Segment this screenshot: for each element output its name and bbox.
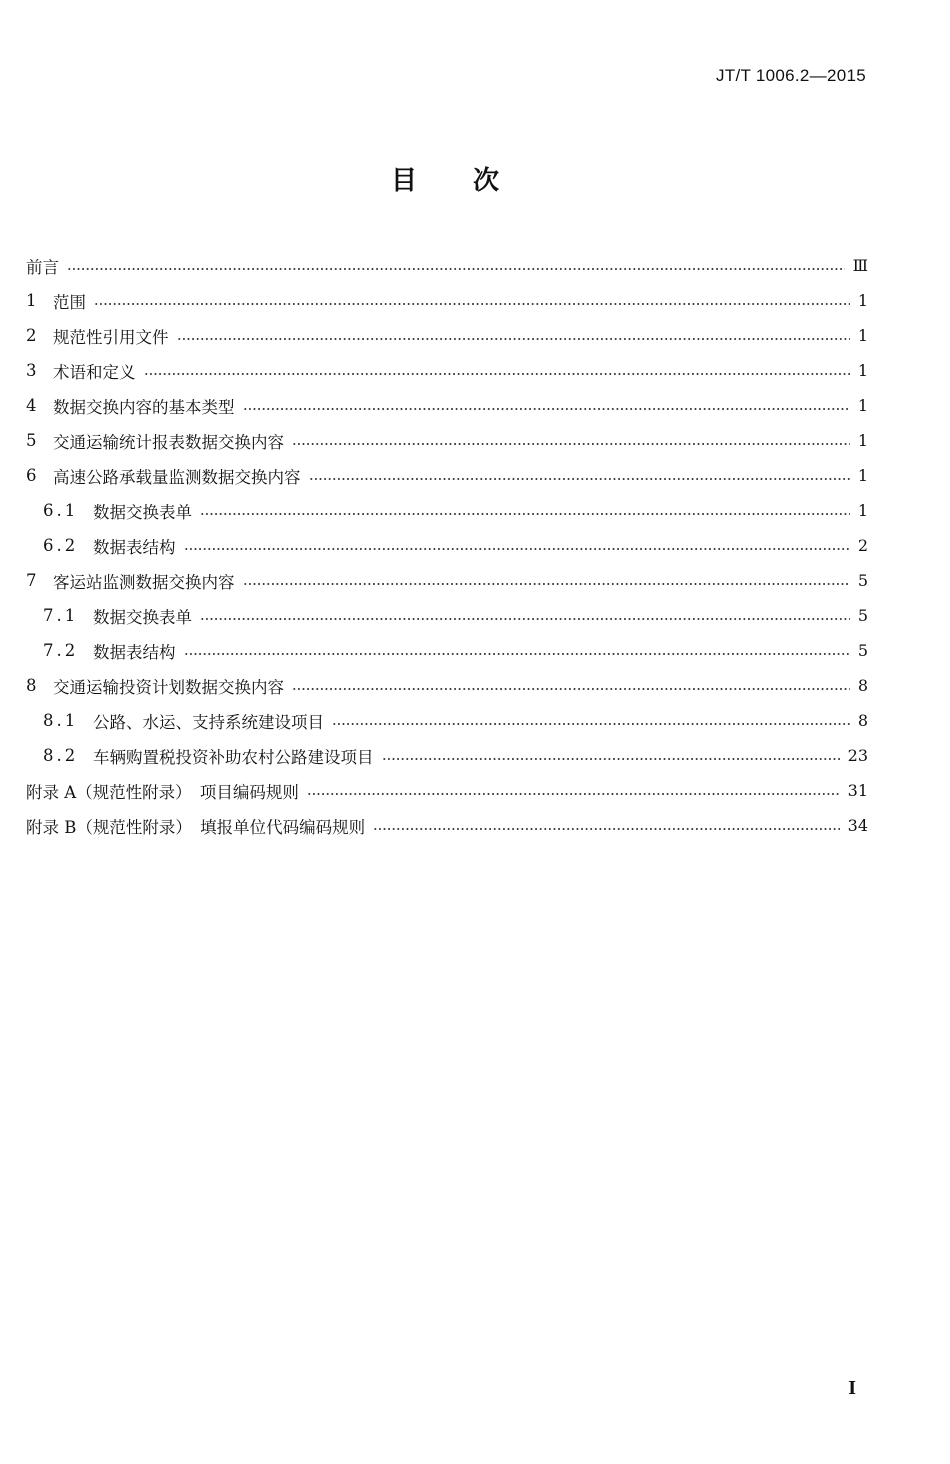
toc-entry-page: 1	[857, 501, 868, 520]
toc-entry-page: 5	[857, 641, 868, 660]
toc-entry-number: 8.2	[43, 746, 79, 765]
dot-leader	[184, 653, 850, 655]
dot-leader	[184, 548, 850, 550]
toc-entry-number: 7	[26, 571, 37, 590]
dot-leader	[200, 618, 850, 620]
toc-entry[interactable]	[26, 598, 868, 633]
toc-entry-page: 1	[857, 431, 868, 450]
dot-leader	[243, 583, 850, 585]
toc-entry-page: Ⅲ	[852, 256, 868, 275]
toc-entry-number: 7.1	[43, 606, 79, 625]
toc-entry-label: 前言	[26, 257, 59, 277]
dot-leader	[177, 338, 850, 340]
page-number: I	[848, 1377, 856, 1399]
toc-entry-number: 6.2	[43, 536, 79, 555]
dot-leader	[243, 408, 850, 410]
dot-leader	[307, 793, 840, 795]
toc-entry-label: 数据交换表单	[93, 607, 192, 627]
toc-entry-page: 1	[857, 466, 868, 485]
toc-entry-page: 5	[857, 571, 868, 590]
toc-entry[interactable]	[26, 423, 868, 458]
toc-entry[interactable]	[26, 388, 868, 423]
toc-entry[interactable]	[26, 528, 868, 563]
toc-entry-page: 1	[857, 326, 868, 345]
toc-entry-number: 1	[26, 291, 37, 310]
toc-entry[interactable]	[26, 283, 868, 318]
dot-leader	[309, 478, 850, 480]
toc-entry-page: 1	[857, 361, 868, 380]
toc-entry[interactable]	[26, 458, 868, 493]
toc-entry[interactable]	[26, 808, 868, 843]
toc-entry-page: 31	[847, 781, 868, 800]
toc-entry-page: 34	[847, 816, 868, 835]
toc-entry-page: 1	[857, 291, 868, 310]
toc-entry-number: 8.1	[43, 711, 79, 730]
toc-entry[interactable]	[26, 493, 868, 528]
toc-entry-label: 车辆购置税投资补助农村公路建设项目	[93, 747, 374, 767]
toc-entry-page: 5	[857, 606, 868, 625]
toc-entry-label: 公路、水运、支持系统建设项目	[93, 712, 324, 732]
toc-entry-number: 5	[26, 431, 37, 450]
toc-entry-label: 数据表结构	[93, 537, 176, 557]
dot-leader	[200, 513, 850, 515]
toc-entry[interactable]	[26, 633, 868, 668]
table-of-contents	[26, 248, 868, 843]
toc-entry[interactable]	[26, 668, 868, 703]
page-title: 目次	[390, 166, 555, 196]
toc-entry-label: 附录 A（规范性附录） 项目编码规则	[26, 782, 299, 802]
toc-entry-page: 8	[857, 711, 868, 730]
toc-entry[interactable]	[26, 703, 868, 738]
toc-entry[interactable]	[26, 563, 868, 598]
toc-entry-page: 23	[847, 746, 868, 765]
toc-entry-number: 8	[26, 676, 37, 695]
toc-entry-number: 4	[26, 396, 37, 415]
standard-code: JT/T 1006.2—2015	[715, 66, 866, 85]
dot-leader	[144, 373, 850, 375]
toc-entry[interactable]	[26, 738, 868, 773]
toc-entry-number: 6.1	[43, 501, 79, 520]
toc-entry-label: 附录 B（规范性附录） 填报单位代码编码规则	[26, 817, 366, 837]
dot-leader	[292, 443, 850, 445]
toc-entry-number: 3	[26, 361, 37, 380]
toc-entry[interactable]	[26, 353, 868, 388]
toc-entry-label: 数据交换内容的基本类型	[53, 397, 235, 417]
toc-entry[interactable]	[26, 248, 868, 283]
toc-entry-page: 8	[857, 676, 868, 695]
toc-entry-label: 交通运输投资计划数据交换内容	[53, 677, 284, 697]
dot-leader	[67, 268, 845, 270]
toc-entry-label: 高速公路承载量监测数据交换内容	[53, 467, 301, 487]
toc-entry-number: 7.2	[43, 641, 79, 660]
toc-entry-label: 范围	[53, 292, 86, 312]
dot-leader	[94, 303, 850, 305]
dot-leader	[373, 828, 840, 830]
toc-entry-label: 规范性引用文件	[53, 327, 169, 347]
dot-leader	[332, 723, 850, 725]
toc-entry-number: 6	[26, 466, 37, 485]
dot-leader	[382, 758, 840, 760]
toc-entry[interactable]	[26, 318, 868, 353]
toc-entry-page: 1	[857, 396, 868, 415]
toc-entry-label: 客运站监测数据交换内容	[53, 572, 235, 592]
toc-entry-label: 数据交换表单	[93, 502, 192, 522]
toc-entry-page: 2	[857, 536, 868, 555]
toc-entry[interactable]	[26, 773, 868, 808]
toc-entry-number: 2	[26, 326, 37, 345]
toc-entry-label: 交通运输统计报表数据交换内容	[53, 432, 284, 452]
toc-entry-label: 数据表结构	[93, 642, 176, 662]
dot-leader	[292, 688, 850, 690]
toc-entry-label: 术语和定义	[53, 362, 136, 382]
